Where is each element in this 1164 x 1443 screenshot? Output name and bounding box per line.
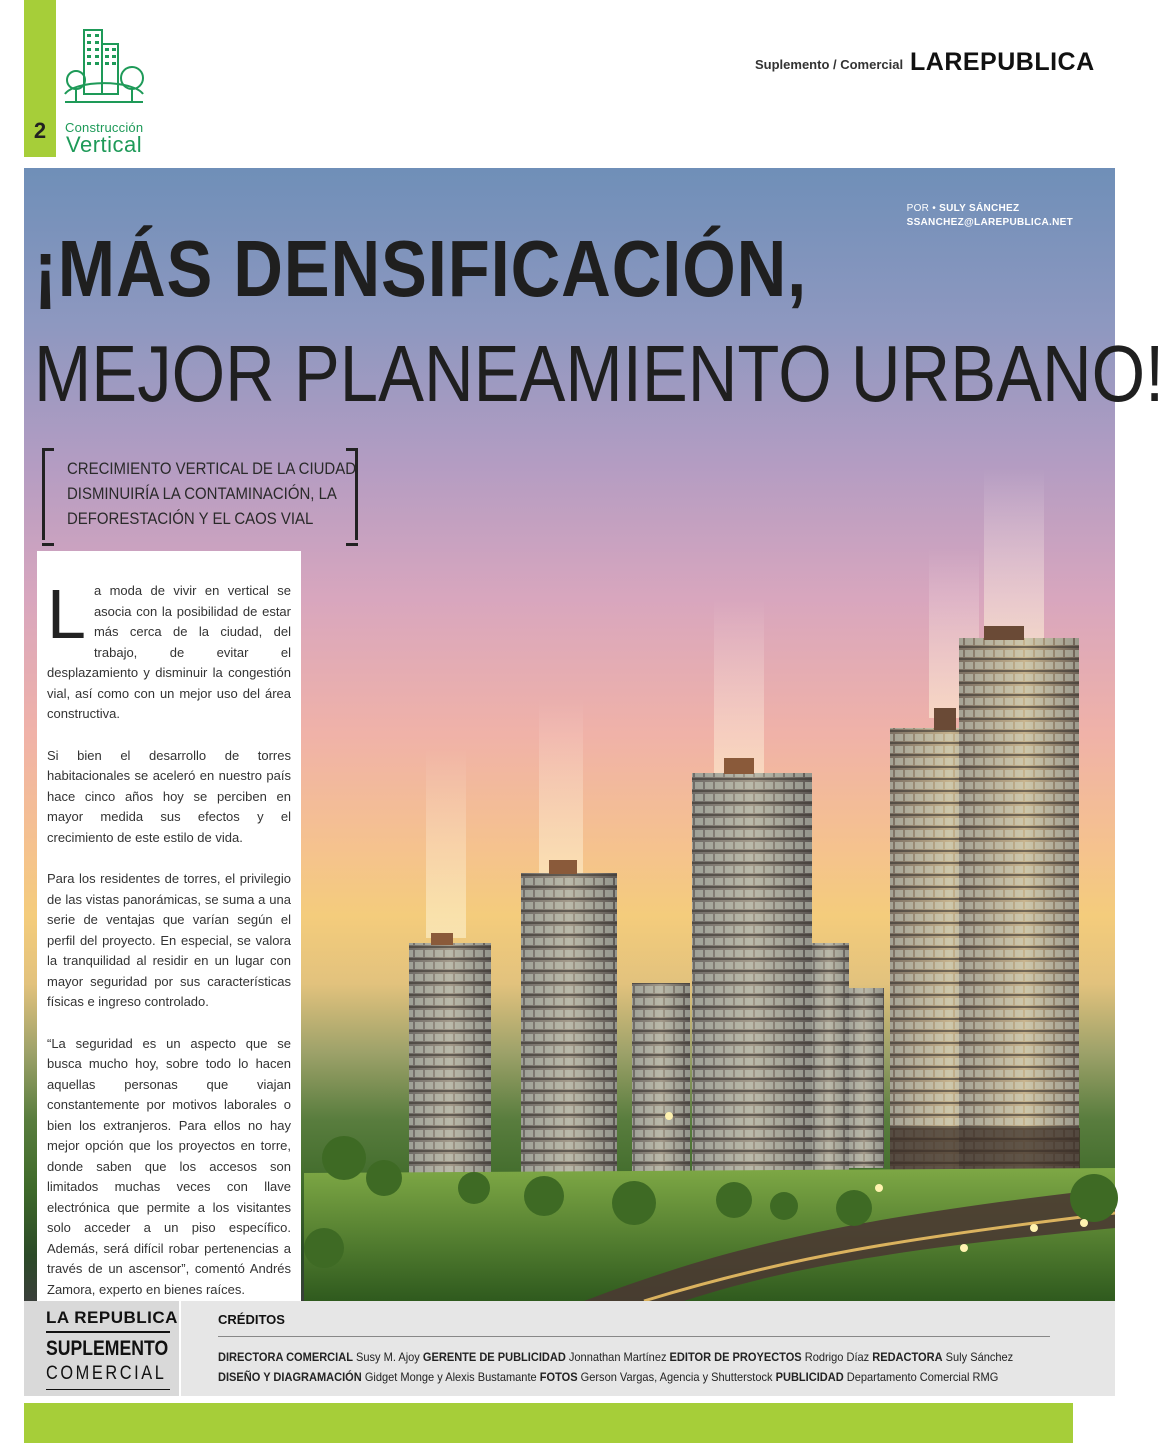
credits-divider [46, 1389, 170, 1390]
credits-row-2 [218, 1370, 998, 1384]
credit-name: Rodrigo Díaz [804, 1350, 870, 1364]
section-logo-line2: Vertical [66, 132, 143, 157]
credit-role: PUBLICIDAD [775, 1370, 844, 1384]
byline-prefix: POR • [906, 203, 937, 214]
credit-role: GERENTE DE PUBLICIDAD [422, 1350, 566, 1364]
byline-email[interactable]: SSANCHEZ@LAREPUBLICA.NET [906, 217, 1073, 228]
credits-brand: LA REPUBLICA [46, 1308, 178, 1327]
headline-line2: MEJOR PLANEAMIENTO URBANO! [34, 329, 1164, 418]
article-paragraph-4: “La seguridad es un aspecto que se busca mucho hoy, sobre todo lo hacen aquellas personas que viajan constantemente por motivos laborales o bien los extranjeros. Para ellos no hay mejor opción que los proyectos en torre, donde saben que los accesos son limitados muchas veces con llave electrónica que permite a los visitantes solo acceder a un piso específico. Además, será difícil robar pertenencias a través de un ascensor”, comentó Andrés Zamora, experto en bienes raíces. [47, 1035, 291, 1297]
green-footer-bar [24, 1403, 1073, 1443]
hero-image-panel [24, 168, 1164, 1301]
deck-text: CRECIMIENTO VERTICAL DE LA CIUDAD DISMINUIRÍA LA CONTAMINACIÓN, LA DEFORESTACIÓN Y EL CAOS VIAL [67, 459, 357, 528]
credit-name: Susy M. Ajoy [356, 1350, 420, 1364]
page-number: 2 [33, 118, 47, 143]
article-paragraph-2: Si bien el desarrollo de torres habitacionales se aceleró en nuestro país hace cinco años hoy se perciben en mayor medida sus efectos y el crecimiento de este estilo de vida. [47, 747, 291, 845]
credit-name: Gerson Vargas, Agencia y Shutterstock [580, 1370, 773, 1384]
credit-role: EDITOR DE PROYECTOS [669, 1350, 802, 1364]
section-logo-line1: Construcción [65, 120, 144, 135]
credits-brand-box [24, 1301, 179, 1396]
credit-name: Gidget Monge y Alexis Bustamante [364, 1370, 537, 1384]
credits-heading: CRÉDITOS [218, 1312, 285, 1327]
credits-comercial: COMERCIAL [46, 1363, 167, 1384]
article-paragraph-3: Para los residentes de torres, el privilegio de las vistas panorámicas, se suma a una serie de ventajas que varían según el perfil del proyecto. En especial, se valora la tranquilidad al residir en un lugar con mayor seguridad por sus características físicas e ingreso controlado. [47, 871, 291, 1009]
credits-row-1 [218, 1350, 1013, 1364]
section-logo [60, 22, 150, 160]
byline [907, 202, 1073, 230]
credit-name: Suly Sánchez [945, 1350, 1014, 1364]
article-column [37, 551, 301, 1301]
credit-role: REDACTORA [872, 1350, 943, 1364]
byline-author: SULY SÁNCHEZ [939, 203, 1020, 214]
brand-logo: LAREPUBLICA [910, 48, 1095, 76]
credits-panel [181, 1301, 1115, 1396]
drop-cap: L [47, 575, 86, 653]
credits-suplemento: SUPLEMENTO [46, 1337, 169, 1360]
article-paragraph-1: a moda de vivir en vertical se asocia con la posibilidad de estar más cerca de la ciudad, del trabajo, de evitar el desplazamiento y disminuir la congestión vial, así como con un mejor uso del área constructiva. [47, 583, 291, 721]
credit-role: DIRECTORA COMERCIAL [218, 1350, 353, 1364]
deck-bracket [42, 448, 358, 540]
headline-line1: ¡MÁS DENSIFICACIÓN, [34, 224, 808, 313]
credits-divider [46, 1331, 170, 1333]
credit-role: DISEÑO Y DIAGRAMACIÓN [218, 1370, 362, 1384]
credit-name: Jonnathan Martínez [568, 1350, 667, 1364]
credit-name: Departamento Comercial RMG [846, 1370, 999, 1384]
article-paragraph [47, 575, 291, 725]
credits-rule [218, 1336, 1050, 1337]
buildings-trees-icon [62, 22, 146, 110]
supplement-label: Suplemento / Comercial [755, 57, 904, 72]
credit-role: FOTOS [539, 1370, 578, 1384]
